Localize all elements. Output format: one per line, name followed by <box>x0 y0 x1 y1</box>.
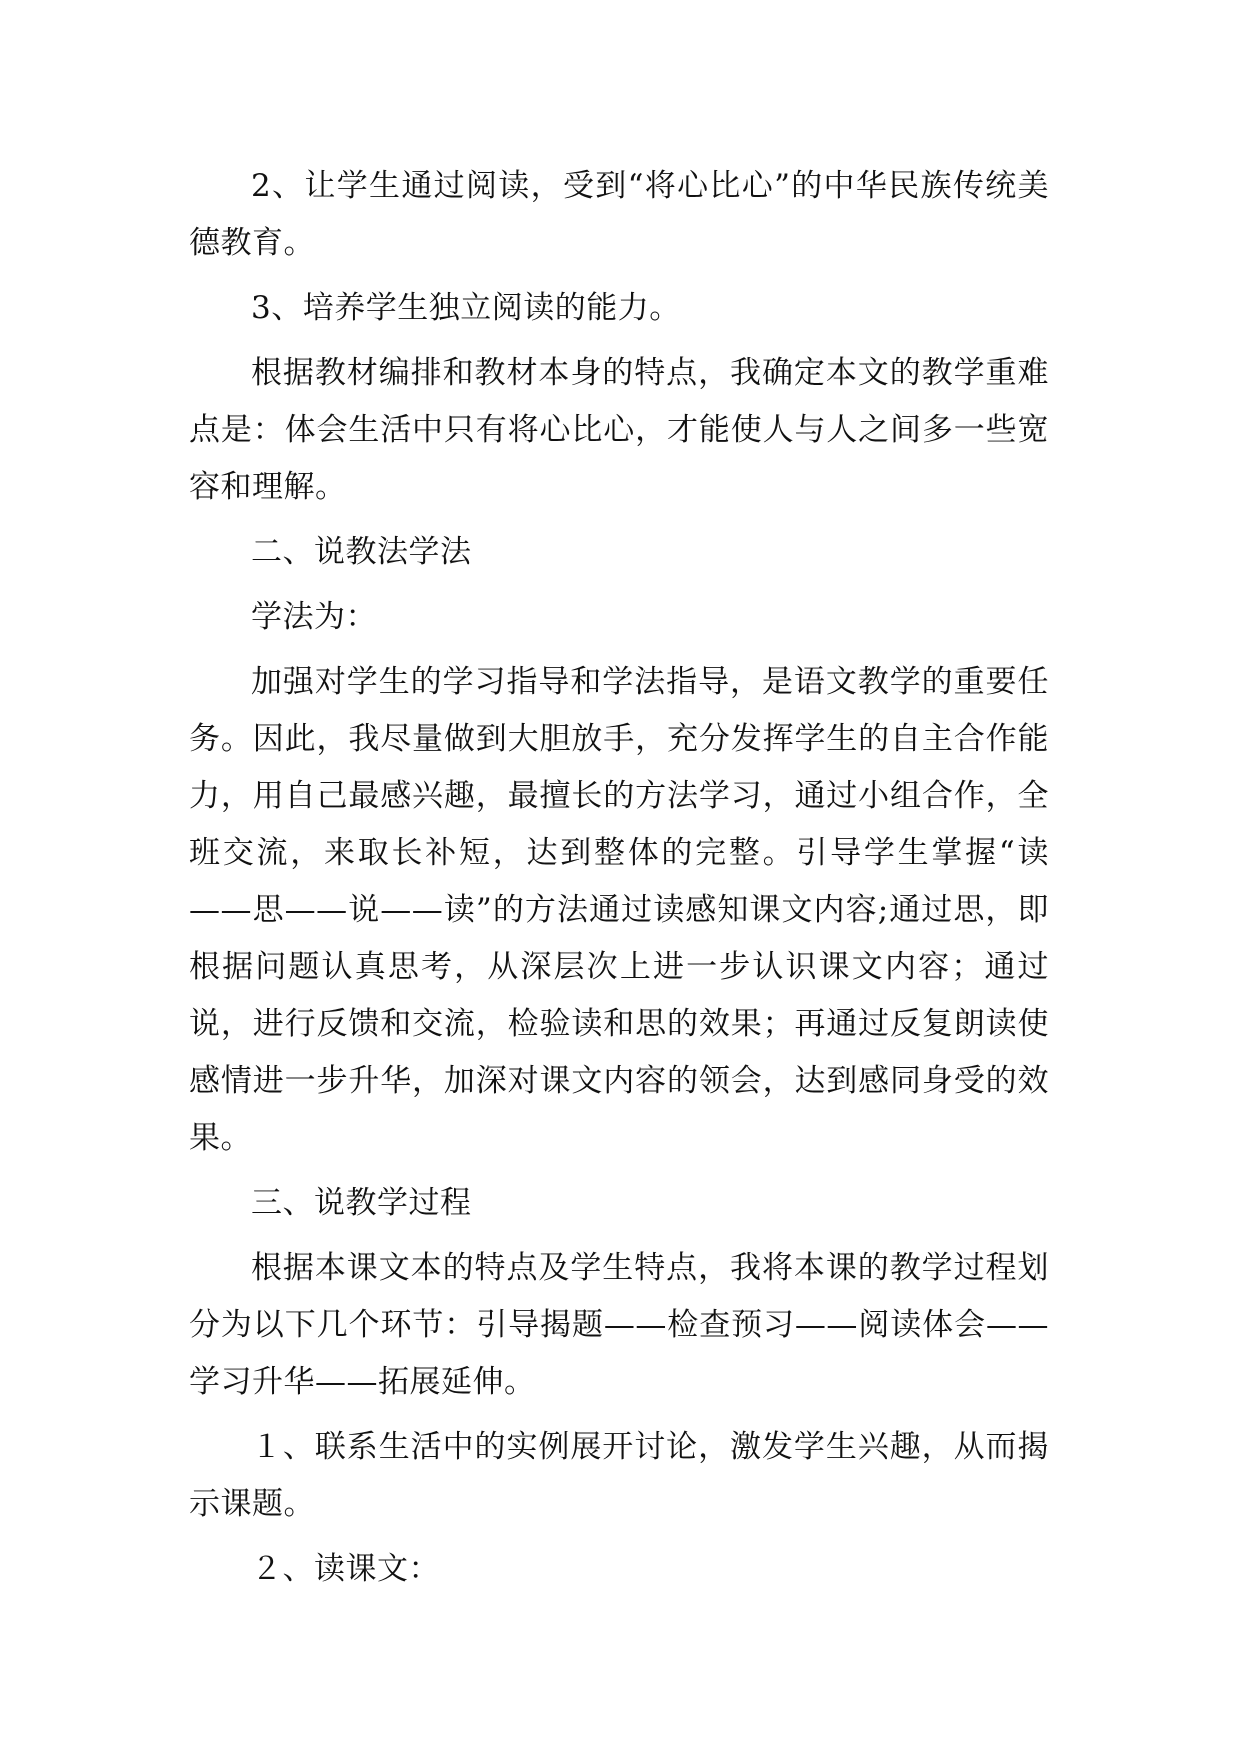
objective-2-paragraph: 2、让学生通过阅读，受到“将心比心”的中华民族传统美德教育。 <box>189 168 1049 261</box>
process-step-1-paragraph: １、联系生活中的实例展开讨论，激发学生兴趣，从而揭示课题。 <box>189 1429 1049 1522</box>
learning-method-paragraph: 加强对学生的学习指导和学法指导，是语文教学的重要任务。因此，我尽量做到大胆放手，充分发挥学生的自主合作能力，用自己最感兴趣，最擅长的方法学习，通过小组合作，全班交流，来取长补短，达到整体的完整。引导学生掌握“读——思——说——读”的方法通过读感知课文内容;通过思，即根据问题认真思考，从深层次上进一步认识课文内容；通过说，进行反馈和交流，检验读和思的效果；再通过反复朗读使感情进一步升华，加深对课文内容的领会，达到感同身受的效果。 <box>189 664 1049 1156</box>
teaching-process-paragraph: 根据本课文本的特点及学生特点，我将本课的教学过程划分为以下几个环节：引导揭题——检查预习——阅读体会——学习升华——拓展延伸。 <box>189 1250 1049 1400</box>
document-body <box>189 158 1049 1598</box>
learning-method-label: 学法为： <box>251 599 377 635</box>
section-heading-teaching-process: 三、说教学过程 <box>251 1185 472 1221</box>
process-step-2-paragraph: ２、读课文： <box>251 1551 440 1587</box>
key-difficulty-paragraph: 根据教材编排和教材本身的特点，我确定本文的教学重难点是：体会生活中只有将心比心，才能使人与人之间多一些宽容和理解。 <box>189 355 1049 505</box>
objective-3-paragraph: 3、培养学生独立阅读的能力。 <box>251 290 681 326</box>
section-heading-teaching-methods: 二、说教法学法 <box>251 534 472 570</box>
